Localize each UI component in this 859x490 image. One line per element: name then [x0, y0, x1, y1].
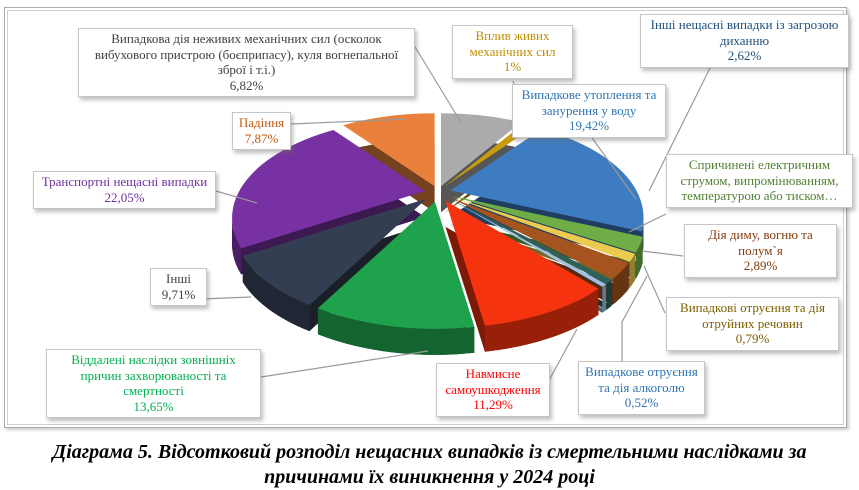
label-connector-delayed-effects-external-causes: [261, 351, 428, 377]
data-label-text: Інші: [166, 271, 191, 286]
label-connector-other: [201, 297, 251, 299]
data-label-accidental-drowning: [512, 84, 666, 138]
data-label-percent: 22,05%: [104, 189, 145, 205]
data-label-transport-accidents: [33, 171, 216, 209]
data-label-percent: 7,87%: [244, 130, 279, 146]
data-label-percent: 0,79%: [735, 331, 770, 347]
label-connector-smoke-fire-flame: [642, 251, 683, 256]
data-label-text: Транспортні нещасні випадки: [41, 174, 208, 189]
data-label-percent: 11,29%: [473, 397, 513, 413]
data-label-text: Дія диму, вогню та полум`я: [708, 227, 813, 258]
data-label-text: Навмисне самоушкодження: [445, 366, 541, 397]
data-label-text: Випадкова дія неживих механічних сил (осколок вибухового пристрою (боєприпасу), куля вогнепальної зброї і т.і.): [94, 31, 399, 78]
data-label-other: [150, 268, 207, 306]
data-label-text: Падіння: [238, 115, 285, 130]
data-label-percent: 6,82%: [229, 77, 264, 93]
label-connector-toxic-substances-poisoning: [644, 266, 665, 313]
data-label-percent: 13,65%: [133, 398, 174, 414]
data-label-text: Спричинені електричним струмом, випромінюванням, температурою або тиском…: [680, 157, 839, 204]
pie-slice-toxic-substances-poisoning-side: [606, 280, 611, 310]
data-label-text: Випадкове утоплення та занурення у воду: [521, 87, 657, 118]
data-label-text: Випадкові отруєння та дія отруйних речовин: [680, 300, 825, 331]
data-label-percent: 2,89%: [743, 258, 778, 274]
data-label-percent: 0,52%: [624, 395, 659, 411]
data-label-text: Інші нещасні випадки із загрозою диханню: [650, 17, 839, 48]
pie-slice-alcohol-poisoning-side: [602, 284, 606, 313]
data-label-toxic-substances-poisoning: [666, 297, 839, 351]
data-label-intentional-self-harm: [436, 363, 550, 417]
data-label-percent: 2,62%: [727, 48, 762, 64]
data-label-alcohol-poisoning: [578, 361, 705, 415]
data-label-falls: [232, 112, 291, 150]
data-label-other-breathing-threat: [640, 14, 849, 68]
data-label-living-mechanical-forces: [452, 25, 573, 79]
data-label-text: Вплив живих механічних сил: [469, 28, 556, 59]
data-label-percent: 9,71%: [161, 286, 196, 302]
data-label-percent: 1%: [503, 59, 522, 75]
data-label-text: Випадкове отруєння та дія алкоголю: [585, 364, 698, 395]
data-label-delayed-effects-external-causes: [46, 349, 261, 418]
data-label-text: Віддалені наслідки зовнішніх причин захворюваності та смертності: [71, 352, 236, 399]
data-label-smoke-fire-flame: [684, 224, 837, 278]
data-label-electrical-radiation-temperature: [666, 154, 853, 208]
chart-caption: Діаграма 5. Відсотковий розподіл нещасних випадків із смертельними наслідками за причинами їх виникнення у 2024 році: [52, 441, 807, 488]
data-label-inanimate-mechanical-forces: [78, 28, 415, 97]
data-label-percent: 19,42%: [568, 118, 610, 134]
